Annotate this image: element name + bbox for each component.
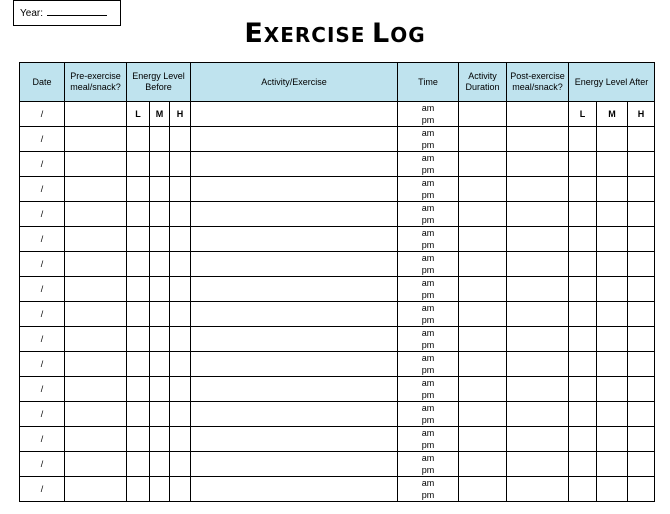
date-cell[interactable]: / — [20, 102, 65, 127]
time-am: am — [421, 203, 435, 213]
energy-before-high[interactable] — [170, 127, 191, 152]
duration-cell[interactable] — [459, 252, 507, 277]
energy-after-medium[interactable] — [597, 427, 628, 452]
table-row — [20, 227, 655, 252]
post-exercise-cell[interactable] — [507, 252, 569, 277]
energy-before-high[interactable] — [170, 152, 191, 177]
pre-exercise-cell[interactable] — [65, 477, 127, 502]
energy-after-low[interactable] — [569, 227, 597, 252]
time-cell[interactable] — [398, 227, 459, 252]
activity-cell[interactable] — [191, 152, 398, 177]
energy-after-low[interactable] — [569, 302, 597, 327]
energy-after-medium[interactable] — [597, 377, 628, 402]
time-am: am — [421, 153, 435, 163]
time-cell[interactable] — [398, 427, 459, 452]
time-pm: pm — [421, 340, 435, 350]
post-exercise-cell[interactable] — [507, 202, 569, 227]
energy-before-medium[interactable] — [150, 302, 170, 327]
date-cell[interactable]: / — [20, 202, 65, 227]
activity-cell[interactable] — [191, 302, 398, 327]
pre-exercise-cell[interactable] — [65, 427, 127, 452]
post-exercise-cell[interactable] — [507, 352, 569, 377]
time-am: am — [421, 178, 435, 188]
post-exercise-cell[interactable] — [507, 402, 569, 427]
pre-exercise-cell[interactable] — [65, 127, 127, 152]
pre-exercise-cell[interactable] — [65, 177, 127, 202]
energy-before-low[interactable] — [127, 402, 150, 427]
table-row — [20, 477, 655, 502]
duration-cell[interactable] — [459, 302, 507, 327]
energy-before-medium[interactable] — [150, 352, 170, 377]
pre-exercise-cell[interactable] — [65, 327, 127, 352]
date-cell[interactable]: / — [20, 152, 65, 177]
pre-exercise-cell[interactable] — [65, 377, 127, 402]
duration-cell[interactable] — [459, 102, 507, 127]
energy-before-low[interactable] — [127, 302, 150, 327]
table-row — [20, 252, 655, 277]
time-cell[interactable] — [398, 452, 459, 477]
table-row — [20, 302, 655, 327]
time-cell[interactable] — [398, 402, 459, 427]
table-row — [20, 452, 655, 477]
time-cell[interactable] — [398, 327, 459, 352]
energy-before-high[interactable] — [170, 352, 191, 377]
energy-before-medium[interactable] — [150, 227, 170, 252]
energy-before-low[interactable] — [127, 427, 150, 452]
energy-after-medium[interactable] — [597, 202, 628, 227]
duration-cell[interactable] — [459, 427, 507, 452]
energy-after-low[interactable] — [569, 377, 597, 402]
duration-cell[interactable] — [459, 477, 507, 502]
energy-before-high[interactable] — [170, 477, 191, 502]
energy-after-medium[interactable] — [597, 227, 628, 252]
energy-before-high[interactable] — [170, 327, 191, 352]
energy-before-high[interactable] — [170, 402, 191, 427]
date-cell[interactable]: / — [20, 477, 65, 502]
date-cell[interactable]: / — [20, 252, 65, 277]
table-row — [20, 177, 655, 202]
time-pm: pm — [421, 265, 435, 275]
post-exercise-cell[interactable] — [507, 427, 569, 452]
date-cell[interactable]: / — [20, 277, 65, 302]
table-row — [20, 102, 655, 127]
energy-before-medium[interactable] — [150, 452, 170, 477]
pre-exercise-cell[interactable] — [65, 152, 127, 177]
activity-cell[interactable] — [191, 277, 398, 302]
header-energy-after: Energy Level After — [569, 63, 655, 102]
activity-cell[interactable] — [191, 252, 398, 277]
header-duration: Activity Duration — [459, 63, 507, 102]
energy-after-high[interactable] — [628, 402, 655, 427]
energy-before-low[interactable] — [127, 377, 150, 402]
time-cell[interactable] — [398, 177, 459, 202]
energy-after-high[interactable] — [628, 202, 655, 227]
post-exercise-cell[interactable] — [507, 102, 569, 127]
energy-after-low[interactable] — [569, 452, 597, 477]
post-exercise-cell[interactable] — [507, 327, 569, 352]
time-am: am — [421, 253, 435, 263]
energy-after-high[interactable] — [628, 352, 655, 377]
post-exercise-cell[interactable] — [507, 227, 569, 252]
table-row — [20, 127, 655, 152]
activity-cell[interactable] — [191, 477, 398, 502]
energy-after-low[interactable] — [569, 202, 597, 227]
energy-after-high[interactable] — [628, 477, 655, 502]
activity-cell[interactable] — [191, 377, 398, 402]
table-row — [20, 427, 655, 452]
energy-before-high[interactable] — [170, 427, 191, 452]
log-rows — [20, 102, 655, 502]
time-pm: pm — [421, 365, 435, 375]
header-date: Date — [20, 63, 65, 102]
energy-after-low[interactable] — [569, 402, 597, 427]
header-activity: Activity/Exercise — [191, 63, 398, 102]
table-row — [20, 402, 655, 427]
date-cell[interactable]: / — [20, 127, 65, 152]
date-cell[interactable]: / — [20, 227, 65, 252]
energy-after-high[interactable] — [628, 227, 655, 252]
time-pm: pm — [421, 440, 435, 450]
time-cell[interactable] — [398, 102, 459, 127]
energy-before-low[interactable] — [127, 277, 150, 302]
energy-after-low[interactable] — [569, 327, 597, 352]
energy-before-medium[interactable] — [150, 252, 170, 277]
post-exercise-cell[interactable] — [507, 477, 569, 502]
energy-before-low[interactable]: L — [127, 102, 150, 127]
energy-before-high[interactable]: H — [170, 102, 191, 127]
energy-after-low[interactable]: L — [569, 102, 597, 127]
duration-cell[interactable] — [459, 352, 507, 377]
exercise-log-table — [19, 62, 655, 502]
energy-before-medium[interactable] — [150, 127, 170, 152]
time-cell[interactable] — [398, 352, 459, 377]
energy-after-medium[interactable] — [597, 352, 628, 377]
pre-exercise-cell[interactable] — [65, 352, 127, 377]
energy-before-low[interactable] — [127, 202, 150, 227]
time-am: am — [421, 428, 435, 438]
energy-before-low[interactable] — [127, 352, 150, 377]
time-cell[interactable] — [398, 302, 459, 327]
energy-after-high[interactable] — [628, 127, 655, 152]
duration-cell[interactable] — [459, 152, 507, 177]
pre-exercise-cell[interactable] — [65, 252, 127, 277]
duration-cell[interactable] — [459, 277, 507, 302]
time-pm: pm — [421, 465, 435, 475]
pre-exercise-cell[interactable] — [65, 452, 127, 477]
energy-before-medium[interactable]: M — [150, 102, 170, 127]
post-exercise-cell[interactable] — [507, 452, 569, 477]
pre-exercise-cell[interactable] — [65, 302, 127, 327]
date-cell[interactable]: / — [20, 177, 65, 202]
page-title: EXERCISE LOG — [244, 18, 426, 49]
date-cell[interactable]: / — [20, 302, 65, 327]
energy-after-low[interactable] — [569, 352, 597, 377]
energy-before-low[interactable] — [127, 452, 150, 477]
energy-before-medium[interactable] — [150, 202, 170, 227]
energy-after-medium[interactable] — [597, 477, 628, 502]
energy-after-medium[interactable]: M — [597, 102, 628, 127]
pre-exercise-cell[interactable] — [65, 227, 127, 252]
energy-before-high[interactable] — [170, 177, 191, 202]
header-energy-before: Energy Level Before — [127, 63, 191, 102]
energy-after-high[interactable] — [628, 427, 655, 452]
duration-cell[interactable] — [459, 452, 507, 477]
energy-after-medium[interactable] — [597, 452, 628, 477]
time-cell[interactable] — [398, 202, 459, 227]
date-cell[interactable]: / — [20, 352, 65, 377]
time-am: am — [421, 378, 435, 388]
duration-cell[interactable] — [459, 177, 507, 202]
energy-after-low[interactable] — [569, 127, 597, 152]
header-time: Time — [398, 63, 459, 102]
energy-after-high[interactable] — [628, 327, 655, 352]
time-pm: pm — [421, 115, 435, 125]
date-cell[interactable]: / — [20, 327, 65, 352]
table-row — [20, 327, 655, 352]
time-pm: pm — [421, 190, 435, 200]
energy-before-high[interactable] — [170, 227, 191, 252]
time-am: am — [421, 303, 435, 313]
energy-before-medium[interactable] — [150, 477, 170, 502]
header-post-exercise: Post-exercise meal/snack? — [507, 63, 569, 102]
energy-before-low[interactable] — [127, 327, 150, 352]
energy-before-high[interactable] — [170, 452, 191, 477]
energy-after-high[interactable] — [628, 177, 655, 202]
energy-before-high[interactable] — [170, 302, 191, 327]
pre-exercise-cell[interactable] — [65, 102, 127, 127]
date-cell[interactable]: / — [20, 452, 65, 477]
duration-cell[interactable] — [459, 402, 507, 427]
time-am: am — [421, 453, 435, 463]
energy-after-high[interactable] — [628, 377, 655, 402]
time-am: am — [421, 328, 435, 338]
energy-before-medium[interactable] — [150, 377, 170, 402]
energy-before-medium[interactable] — [150, 427, 170, 452]
energy-before-medium[interactable] — [150, 277, 170, 302]
time-cell[interactable] — [398, 377, 459, 402]
energy-before-high[interactable] — [170, 252, 191, 277]
time-am: am — [421, 103, 435, 113]
post-exercise-cell[interactable] — [507, 277, 569, 302]
energy-before-low[interactable] — [127, 227, 150, 252]
time-cell[interactable] — [398, 152, 459, 177]
time-cell[interactable] — [398, 277, 459, 302]
energy-before-medium[interactable] — [150, 152, 170, 177]
energy-before-medium[interactable] — [150, 327, 170, 352]
energy-before-high[interactable] — [170, 277, 191, 302]
energy-before-low[interactable] — [127, 127, 150, 152]
pre-exercise-cell[interactable] — [65, 277, 127, 302]
table-row — [20, 202, 655, 227]
time-pm: pm — [421, 315, 435, 325]
table-row — [20, 152, 655, 177]
year-blank-line — [47, 6, 107, 16]
header-pre-exercise: Pre-exercise meal/snack? — [65, 63, 127, 102]
energy-after-high[interactable] — [628, 252, 655, 277]
post-exercise-cell[interactable] — [507, 302, 569, 327]
energy-before-medium[interactable] — [150, 177, 170, 202]
time-cell[interactable] — [398, 477, 459, 502]
time-pm: pm — [421, 165, 435, 175]
energy-after-high[interactable]: H — [628, 102, 655, 127]
energy-before-low[interactable] — [127, 152, 150, 177]
energy-after-low[interactable] — [569, 177, 597, 202]
energy-after-medium[interactable] — [597, 327, 628, 352]
time-am: am — [421, 278, 435, 288]
time-cell[interactable] — [398, 252, 459, 277]
time-am: am — [421, 478, 435, 488]
energy-after-high[interactable] — [628, 152, 655, 177]
time-pm: pm — [421, 140, 435, 150]
energy-after-medium[interactable] — [597, 127, 628, 152]
time-am: am — [421, 128, 435, 138]
energy-after-medium[interactable] — [597, 177, 628, 202]
energy-before-high[interactable] — [170, 202, 191, 227]
time-pm: pm — [421, 490, 435, 500]
activity-cell[interactable] — [191, 427, 398, 452]
date-cell[interactable]: / — [20, 377, 65, 402]
energy-after-low[interactable] — [569, 277, 597, 302]
time-pm: pm — [421, 415, 435, 425]
time-pm: pm — [421, 215, 435, 225]
activity-cell[interactable] — [191, 127, 398, 152]
energy-before-high[interactable] — [170, 377, 191, 402]
energy-after-medium[interactable] — [597, 152, 628, 177]
activity-cell[interactable] — [191, 352, 398, 377]
table-row — [20, 377, 655, 402]
activity-cell[interactable] — [191, 227, 398, 252]
activity-cell[interactable] — [191, 452, 398, 477]
energy-after-low[interactable] — [569, 427, 597, 452]
time-cell[interactable] — [398, 127, 459, 152]
activity-cell[interactable] — [191, 102, 398, 127]
duration-cell[interactable] — [459, 202, 507, 227]
post-exercise-cell[interactable] — [507, 127, 569, 152]
energy-after-medium[interactable] — [597, 277, 628, 302]
time-am: am — [421, 403, 435, 413]
time-pm: pm — [421, 390, 435, 400]
energy-before-medium[interactable] — [150, 402, 170, 427]
activity-cell[interactable] — [191, 327, 398, 352]
energy-after-medium[interactable] — [597, 302, 628, 327]
post-exercise-cell[interactable] — [507, 177, 569, 202]
time-am: am — [421, 228, 435, 238]
energy-after-high[interactable] — [628, 302, 655, 327]
duration-cell[interactable] — [459, 227, 507, 252]
time-am: am — [421, 353, 435, 363]
activity-cell[interactable] — [191, 177, 398, 202]
pre-exercise-cell[interactable] — [65, 402, 127, 427]
table-row — [20, 277, 655, 302]
energy-after-medium[interactable] — [597, 252, 628, 277]
energy-after-high[interactable] — [628, 452, 655, 477]
activity-cell[interactable] — [191, 202, 398, 227]
energy-before-low[interactable] — [127, 252, 150, 277]
table-row — [20, 352, 655, 377]
energy-after-low[interactable] — [569, 477, 597, 502]
post-exercise-cell[interactable] — [507, 152, 569, 177]
duration-cell[interactable] — [459, 327, 507, 352]
energy-before-low[interactable] — [127, 177, 150, 202]
duration-cell[interactable] — [459, 377, 507, 402]
energy-after-medium[interactable] — [597, 402, 628, 427]
date-cell[interactable]: / — [20, 402, 65, 427]
duration-cell[interactable] — [459, 127, 507, 152]
post-exercise-cell[interactable] — [507, 377, 569, 402]
year-label: Year: — [20, 8, 43, 19]
activity-cell[interactable] — [191, 402, 398, 427]
pre-exercise-cell[interactable] — [65, 202, 127, 227]
energy-after-low[interactable] — [569, 152, 597, 177]
time-pm: pm — [421, 240, 435, 250]
time-pm: pm — [421, 290, 435, 300]
energy-after-high[interactable] — [628, 277, 655, 302]
energy-before-low[interactable] — [127, 477, 150, 502]
energy-after-low[interactable] — [569, 252, 597, 277]
date-cell[interactable]: / — [20, 427, 65, 452]
